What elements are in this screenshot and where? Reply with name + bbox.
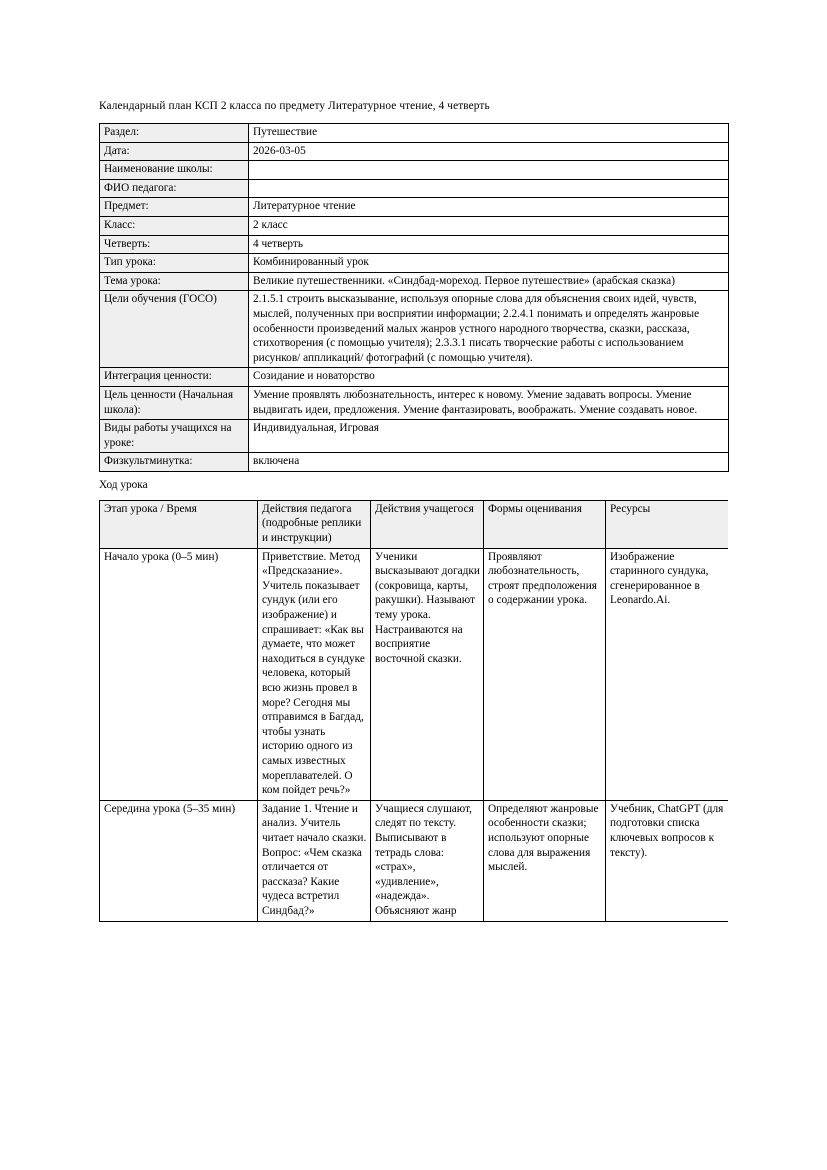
meta-value: Путешествие (249, 124, 729, 143)
stage-cell: Середина урока (5–35 мин) (100, 800, 258, 921)
resources-cell: Изображение старинного сундука, сгенерированное в Leonardo.Ai. (606, 548, 729, 800)
student-cell: Ученики высказывают догадки (сокровища, карты, ракушки). Называют тему урока. Настраиваются на восприятие восточной сказки. (371, 548, 484, 800)
meta-label: Раздел: (100, 124, 249, 143)
meta-value: Комбинированный урок (249, 254, 729, 273)
column-header-stage: Этап урока / Время (100, 500, 258, 548)
meta-value: Созидание и новаторство (249, 368, 729, 387)
assessment-cell: Проявляют любознательность, строят предположения о содержании урока. (484, 548, 606, 800)
table-row (100, 291, 729, 368)
column-header-resources: Ресурсы (606, 500, 729, 548)
table-row (100, 198, 729, 217)
table-row (100, 124, 729, 143)
document-content (99, 99, 728, 1034)
meta-value: Индивидуальная, Игровая (249, 420, 729, 453)
table-row (100, 386, 729, 419)
table-row (100, 420, 729, 453)
meta-label: Цель ценности (Начальная школа): (100, 386, 249, 419)
meta-label: Тема урока: (100, 272, 249, 291)
table-row (100, 216, 729, 235)
metadata-table-body (100, 124, 729, 472)
meta-label: Четверть: (100, 235, 249, 254)
meta-label: Физкультминутка: (100, 453, 249, 472)
meta-label: Цели обучения (ГОСО) (100, 291, 249, 368)
column-header-student: Действия учащегося (371, 500, 484, 548)
meta-value: Умение проявлять любознательность, интерес к новому. Умение задавать вопросы. Умение выдвигать идеи, предложения. Умение фантазировать, воображать. Умение создавать новое. (249, 386, 729, 419)
table-row (100, 272, 729, 291)
meta-value: включена (249, 453, 729, 472)
teacher-cell: Приветствие. Метод «Предсказание». Учитель показывает сундук (или его изображение) и спрашивает: «Как вы думаете, что может находиться в сундуке человека, который всю жизнь провел в море? Сегодня мы отправимся в Багдад, чтобы узнать историю одного из самых известных мореплавателей. О ком пойдет речь?» (258, 548, 371, 800)
lesson-flow-table (99, 500, 728, 922)
table-row (100, 179, 729, 198)
lesson-metadata-table (99, 123, 729, 472)
meta-label: Интеграция ценности: (100, 368, 249, 387)
meta-label: Предмет: (100, 198, 249, 217)
column-header-assessment: Формы оценивания (484, 500, 606, 548)
flow-table-head (100, 500, 729, 548)
table-row (100, 142, 729, 161)
table-row (100, 800, 729, 921)
meta-label: Виды работы учащихся на уроке: (100, 420, 249, 453)
meta-label: ФИО педагога: (100, 179, 249, 198)
meta-value: 2.1.5.1 строить высказывание, используя опорные слова для объяснения своих идей, чувств, мыслей, полученных при восприятии информации; 2.2.4.1 понимать и определять жанровые особенности произведений малых жанров устного народного творчества, сказки, рассказа, стихотворения (с помощью учителя); 2.3.3.1 писать творческие работы с использованием рисунков/ аппликаций/ фотографий (с помощью учителя). (249, 291, 729, 368)
meta-value: 2 класс (249, 216, 729, 235)
teacher-cell: Задание 1. Чтение и анализ. Учитель читает начало сказки. Вопрос: «Чем сказка отличается от рассказа? Какие чудеса встретил Синдбад?» (258, 800, 371, 921)
table-row (100, 235, 729, 254)
table-row (100, 254, 729, 273)
meta-value (249, 179, 729, 198)
meta-label: Наименование школы: (100, 161, 249, 180)
column-header-teacher: Действия педагога (подробные реплики и инструкции) (258, 500, 371, 548)
student-cell: Учащиеся слушают, следят по тексту. Выписывают в тетрадь слова: «страх», «удивление», «надежда». Объясняют жанр (371, 800, 484, 921)
table-row (100, 548, 729, 800)
table-row (100, 368, 729, 387)
page-title: Календарный план КСП 2 класса по предмету Литературное чтение, 4 четверть (99, 100, 490, 112)
assessment-cell: Определяют жанровые особенности сказки; используют опорные слова для выражения мыслей. (484, 800, 606, 921)
meta-value: 2026-03-05 (249, 142, 729, 161)
flow-section-label: Ход урока (99, 478, 148, 491)
meta-value: Литературное чтение (249, 198, 729, 217)
table-header-row (100, 500, 729, 548)
meta-value: Великие путешественники. «Синдбад-мореход. Первое путешествие» (арабская сказка) (249, 272, 729, 291)
table-row (100, 161, 729, 180)
meta-value: 4 четверть (249, 235, 729, 254)
meta-value (249, 161, 729, 180)
resources-cell: Учебник, ChatGPT (для подготовки списка ключевых вопросов к тексту). (606, 800, 729, 921)
meta-label: Дата: (100, 142, 249, 161)
meta-label: Тип урока: (100, 254, 249, 273)
stage-cell: Начало урока (0–5 мин) (100, 548, 258, 800)
table-row (100, 453, 729, 472)
flow-table-body (100, 548, 729, 921)
lesson-flow-table-wrapper (99, 500, 728, 1034)
meta-label: Класс: (100, 216, 249, 235)
